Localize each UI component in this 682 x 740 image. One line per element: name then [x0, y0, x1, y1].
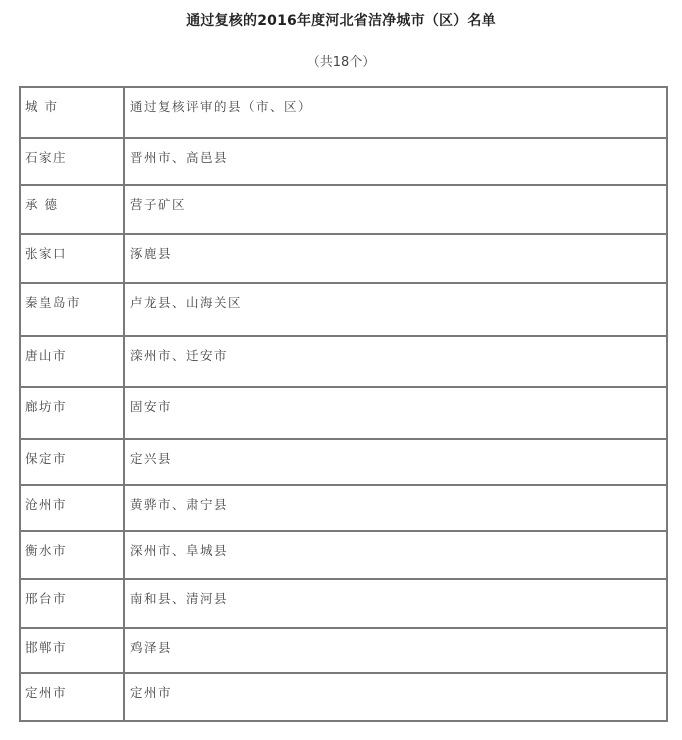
row-city: 衡水市 [21, 532, 125, 578]
row-county: 南和县、清河县 [130, 591, 229, 606]
table-row [21, 532, 666, 580]
row-city: 廊坊市 [21, 388, 125, 438]
table-row [21, 486, 666, 532]
row-county: 晋州市、高邑县 [130, 150, 229, 165]
page-title: 通过复核的2016年度河北省洁净城市（区）名单 [186, 13, 496, 29]
table-row [21, 139, 666, 186]
row-county: 涿鹿县 [130, 246, 173, 261]
row-city: 定州市 [21, 674, 125, 720]
row-city: 沧州市 [21, 486, 125, 530]
row-county: 深州市、阜城县 [130, 543, 229, 558]
row-city: 石家庄 [21, 139, 125, 184]
header-city: 城 市 [21, 88, 125, 137]
table-row [21, 580, 666, 629]
row-county: 固安市 [130, 399, 173, 414]
row-city: 承 德 [21, 186, 125, 233]
row-city: 唐山市 [21, 337, 125, 386]
row-county: 营子矿区 [130, 197, 187, 212]
row-city: 张家口 [21, 235, 125, 282]
row-county: 卢龙县、山海关区 [130, 295, 243, 310]
row-city: 邢台市 [21, 580, 125, 627]
header-county: 通过复核评审的县（市、区） [130, 99, 313, 114]
table-row [21, 440, 666, 486]
table-header-row [21, 88, 666, 139]
table-row [21, 629, 666, 674]
row-county: 定州市 [130, 685, 173, 700]
row-county: 定兴县 [130, 451, 173, 466]
row-county: 黄骅市、肃宁县 [130, 497, 229, 512]
row-county: 鸡泽县 [130, 640, 173, 655]
city-table [19, 86, 668, 722]
row-county: 滦州市、迁安市 [130, 348, 229, 363]
table-row [21, 674, 666, 720]
table-row [21, 337, 666, 388]
table-row [21, 235, 666, 284]
row-city: 保定市 [21, 440, 125, 484]
table-row [21, 284, 666, 337]
table-row [21, 388, 666, 440]
row-city: 邯郸市 [21, 629, 125, 672]
table-row [21, 186, 666, 235]
page-subtitle: （共18个） [306, 55, 376, 70]
row-city: 秦皇岛市 [21, 284, 125, 335]
